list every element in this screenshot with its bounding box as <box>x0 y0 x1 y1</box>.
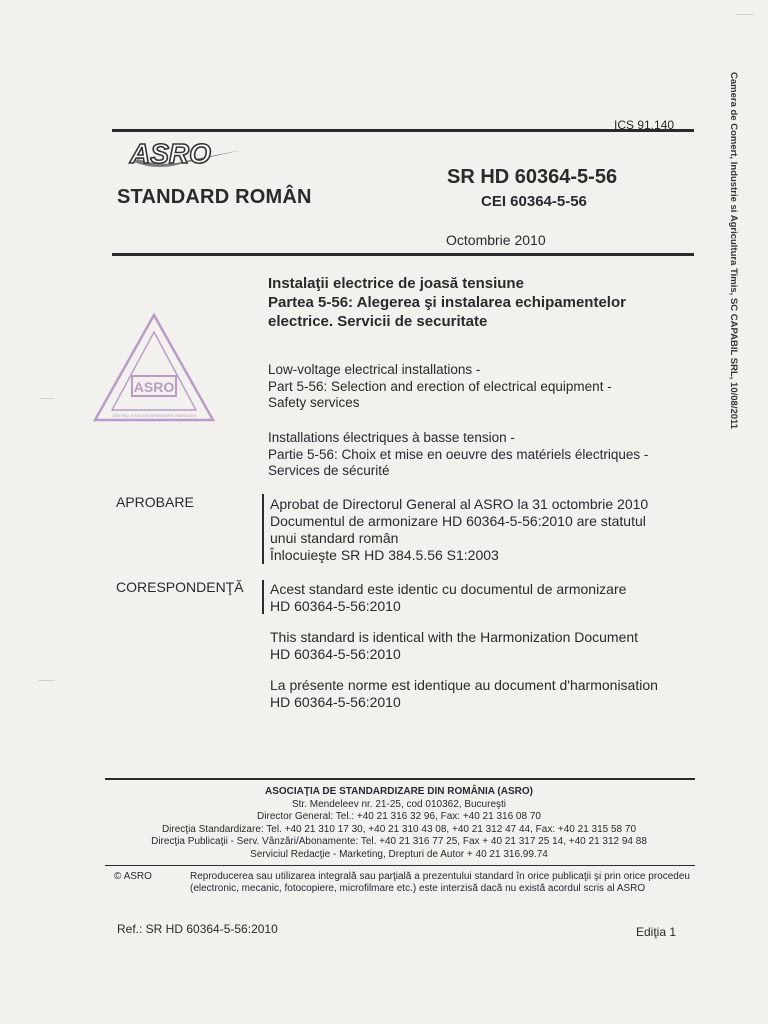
side-license-note <box>727 72 741 462</box>
date-rule <box>112 253 694 256</box>
copyright-notice: Reproducerea sau utilizarea integrală sau parţială a prezentului standard în orice publicaţii şi prin orice procedeu (electronic, mecanic, fotocopiere, microfilmare etc.) este interzisă dacă nu există acordul scris al ASRO <box>190 871 690 894</box>
stamp-ring-text: CENTRUL STAS DE INFORMARE TIMISOARA <box>111 413 197 418</box>
approval-line: Aprobat de Directorul General al ASRO la 31 octombrie 2010 <box>270 496 649 512</box>
ics-code: ICS 91.140 <box>614 118 675 132</box>
asro-stamp <box>92 312 216 424</box>
approval-bar <box>262 494 264 564</box>
title-line: Part 5-56: Selection and erection of electrical equipment - <box>268 378 612 394</box>
title-line: Low-voltage electrical installations - <box>268 362 481 377</box>
publication-date: Octombrie 2010 <box>446 232 546 248</box>
correspondence-line: Acest standard este identic cu documentul de armonizare <box>270 581 627 597</box>
scan-mark <box>40 398 54 399</box>
scan-mark <box>736 14 754 15</box>
title-line: Partea 5-56: Alegerea şi instalarea echipamentelor <box>268 294 626 311</box>
title-line: Instalaţii electrice de joasă tensiune <box>268 275 524 292</box>
reference: Ref.: SR HD 60364-5-56:2010 <box>117 922 278 936</box>
title-line: Safety services <box>268 395 360 410</box>
asro-logo-text: ASRO <box>130 138 211 169</box>
copyright-symbol: © ASRO <box>114 871 152 882</box>
footer-line: Director General: Tel.: +40 21 316 32 96, Fax: +40 21 316 08 70 <box>257 811 541 822</box>
standard-label: STANDARD ROMÂN <box>117 186 312 208</box>
correspondence-line: HD 60364-5-56:2010 <box>270 694 401 710</box>
approval-line: unui standard român <box>270 530 399 546</box>
footer-line: Str. Mendeleev nr. 21-25, cod 010362, Bucureşti <box>291 798 507 810</box>
title-french <box>268 430 698 480</box>
correspondence-fr <box>270 677 690 711</box>
standard-code: SR HD 60364-5-56 <box>447 166 618 188</box>
footer-contact <box>105 786 693 861</box>
correspondence-text <box>270 581 690 725</box>
side-license-text: Camera de Comert, Industrie si Agricultura Timis, SC CAPABIL SRL, 10/08/2011 <box>728 72 739 430</box>
title-line: Partie 5-56: Choix et mise en oeuvre des matériels électriques - <box>268 446 649 462</box>
correspondence-line: This standard is identical with the Harmonization Document <box>270 629 639 645</box>
correspondence-line: HD 60364-5-56:2010 <box>270 646 401 662</box>
approval-line: Documentul de armonizare HD 60364-5-56:2010 are statutul <box>270 513 646 529</box>
correspondence-en <box>270 629 690 663</box>
title-line: Services de sécurité <box>268 463 390 478</box>
approval-text <box>270 496 690 564</box>
cei-code: CEI 60364-5-56 <box>481 193 587 210</box>
title-romanian <box>268 274 688 331</box>
footer-rule <box>105 778 695 780</box>
asro-logo <box>128 132 246 178</box>
footer-org: ASOCIAŢIA DE STANDARDIZARE DIN ROMÂNIA (ASRO) <box>265 786 533 797</box>
correspondence-line: La présente norme est identique au document d'harmonisation <box>270 677 658 693</box>
correspondence-ro <box>270 581 690 615</box>
stamp-center-text: ASRO <box>133 379 175 395</box>
title-english <box>268 362 688 412</box>
correspondence-label: CORESPONDENŢĂ <box>116 579 244 595</box>
footer-line: Direcţia Standardizare: Tel. +40 21 310 17 30, +40 21 310 43 08, +40 21 312 47 44, Fax: +40 21 315 58 70 <box>161 823 637 835</box>
approval-label: APROBARE <box>116 494 194 510</box>
footer-rule-2 <box>105 865 695 866</box>
correspondence-bar <box>262 580 264 614</box>
title-line: Installations électriques à basse tension - <box>268 430 515 445</box>
footer-line: Serviciul Redacţie - Marketing, Drepturi de Autor + 40 21 316.99.74 <box>250 848 548 860</box>
title-line: electrice. Servicii de securitate <box>268 313 488 330</box>
approval-line: Înlocuieşte SR HD 384.5.56 S1:2003 <box>270 547 499 563</box>
edition: Ediţia 1 <box>636 925 677 939</box>
scan-mark <box>38 680 54 681</box>
footer-line: Direcţia Publicaţii - Serv. Vânzări/Abonamente: Tel. +40 21 316 77 25, Fax + 40 21 317 25 14, +40 21 312 94 88 <box>151 836 647 847</box>
correspondence-line: HD 60364-5-56:2010 <box>270 598 401 614</box>
